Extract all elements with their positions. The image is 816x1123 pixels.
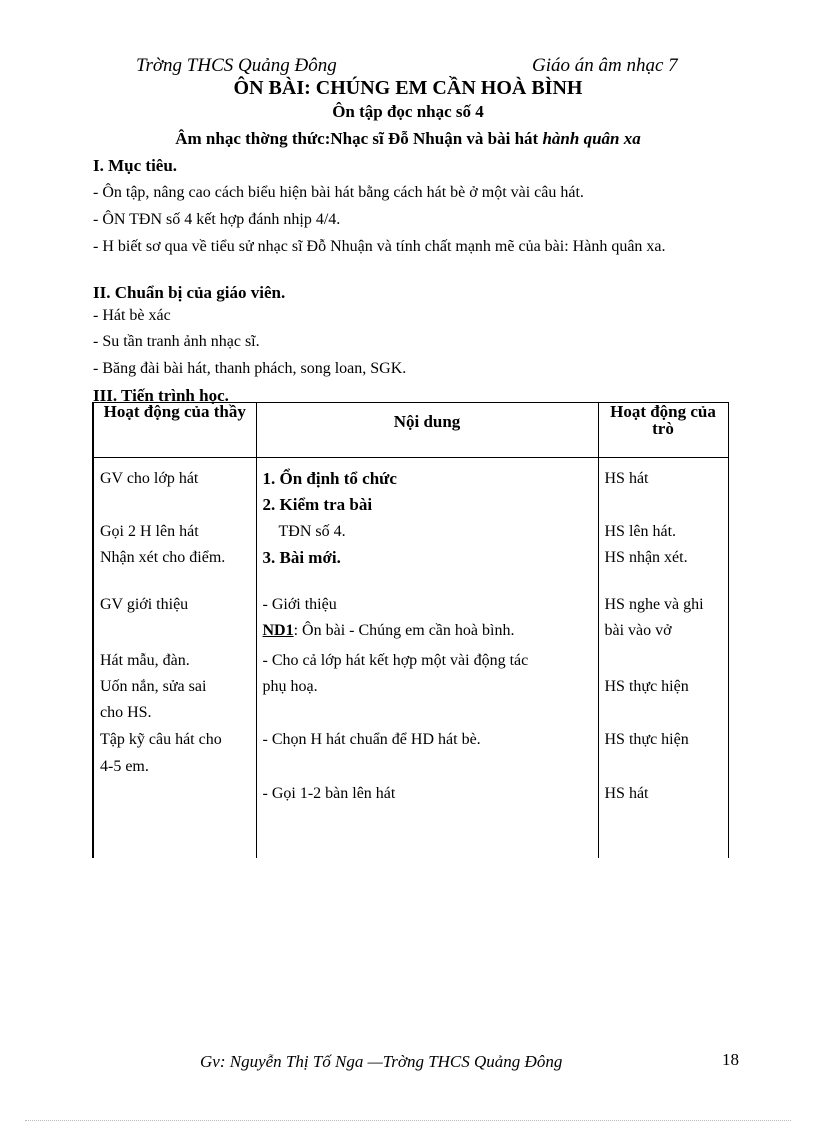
header-content: Nội dung	[256, 403, 598, 458]
page-number: 18	[722, 1050, 739, 1069]
section-preparation-heading: II. Chuẩn bị của giáo viên.	[93, 283, 286, 302]
teacher-line: Gọi 2 H lên hát	[100, 523, 199, 540]
header-student-activity: Hoạt động của trò	[598, 403, 728, 458]
student-line: HS nhận xét.	[604, 549, 688, 566]
student-line: HS hát	[604, 470, 649, 487]
page-edge-divider	[25, 1120, 791, 1121]
content-step-1: 1. Ổn định tổ chức	[262, 469, 397, 488]
teacher-line: Uốn nắn, sửa sai	[100, 678, 207, 695]
content-line: - Chọn H hát chuẩn để HD hát bè.	[262, 731, 481, 748]
lesson-subtitle: Ôn tập đọc nhạc số 4	[332, 102, 484, 121]
header-subject: Giáo án âm nhạc 7	[532, 55, 678, 76]
topic-song: hành quân xa	[542, 129, 641, 148]
topic-prefix: Âm nhạc thờng thức:Nhạc sĩ Đỗ Nhuận và bài hát	[175, 129, 543, 148]
content-cell	[256, 458, 598, 859]
section-objectives-heading: I. Mục tiêu.	[93, 156, 178, 175]
teacher-line: GV giới thiệu	[100, 596, 189, 613]
content-line: - Cho cả lớp hát kết hợp một vài động tác	[262, 652, 529, 669]
header-school: Trờng THCS Quảng Đông	[136, 55, 337, 76]
student-line: HS hát	[604, 785, 649, 802]
footer-author: Gv: Nguyễn Thị Tố Nga —Trờng THCS Quảng Đông	[200, 1052, 563, 1071]
content-line	[263, 622, 515, 640]
student-line: HS nghe và ghi	[604, 596, 704, 613]
teacher-activity-cell	[93, 458, 256, 859]
lesson-title: ÔN BÀI: CHÚNG EM CẦN HOÀ BÌNH	[233, 77, 583, 99]
student-activity-cell	[598, 458, 728, 859]
teacher-line: 4-5 em.	[100, 758, 149, 775]
header-teacher-activity: Hoạt động của thầy	[93, 403, 256, 458]
teacher-line: Tập kỹ câu hát cho	[100, 731, 222, 748]
teacher-line: Nhận xét cho điểm.	[100, 549, 226, 566]
content-step-2: 2. Kiểm tra bài	[262, 495, 373, 514]
preparation-item-3: - Băng đài bài hát, thanh phách, song loan, SGK.	[93, 360, 407, 377]
table-header-row	[93, 403, 728, 458]
student-line: bài vào vở	[604, 622, 672, 639]
teacher-line: cho HS.	[100, 704, 152, 721]
table-body-row	[93, 458, 728, 859]
lesson-plan-table	[92, 402, 729, 858]
nd1-label: ND1	[262, 622, 294, 639]
objective-item-2: - ÔN TĐN số 4 kết hợp đánh nhịp 4/4.	[93, 211, 341, 228]
lesson-topic	[0, 129, 816, 149]
student-line: HS thực hiện	[604, 678, 689, 695]
preparation-item-1: - Hát bè xác	[93, 307, 171, 324]
content-step-3: 3. Bài mới.	[262, 548, 341, 567]
content-line: phụ hoạ.	[262, 678, 318, 695]
teacher-line: Hát mẫu, đàn.	[100, 652, 190, 669]
content-line: - Gọi 1-2 bàn lên hát	[262, 785, 396, 802]
objective-item-3: - H biết sơ qua về tiểu sử nhạc sĩ Đỗ Nhuận và tính chất mạnh mẽ của bài: Hành quân xa.	[93, 238, 666, 255]
content-line: - Giới thiệu	[262, 596, 337, 613]
preparation-item-2: - Su tần tranh ảnh nhạc sĩ.	[93, 333, 260, 350]
nd1-text: : Ôn bài - Chúng em cần hoà bình.	[293, 622, 515, 639]
objective-item-1: - Ôn tập, nâng cao cách biểu hiện bài hát bằng cách hát bè ở một vài câu hát.	[93, 184, 584, 201]
section-process-heading: III. Tiến trình học.	[93, 386, 229, 405]
teacher-line: GV cho lớp hát	[100, 470, 199, 487]
student-line: HS thực hiện	[604, 731, 689, 748]
student-line: HS lên hát.	[604, 523, 677, 540]
content-line: TĐN số 4.	[278, 523, 346, 540]
